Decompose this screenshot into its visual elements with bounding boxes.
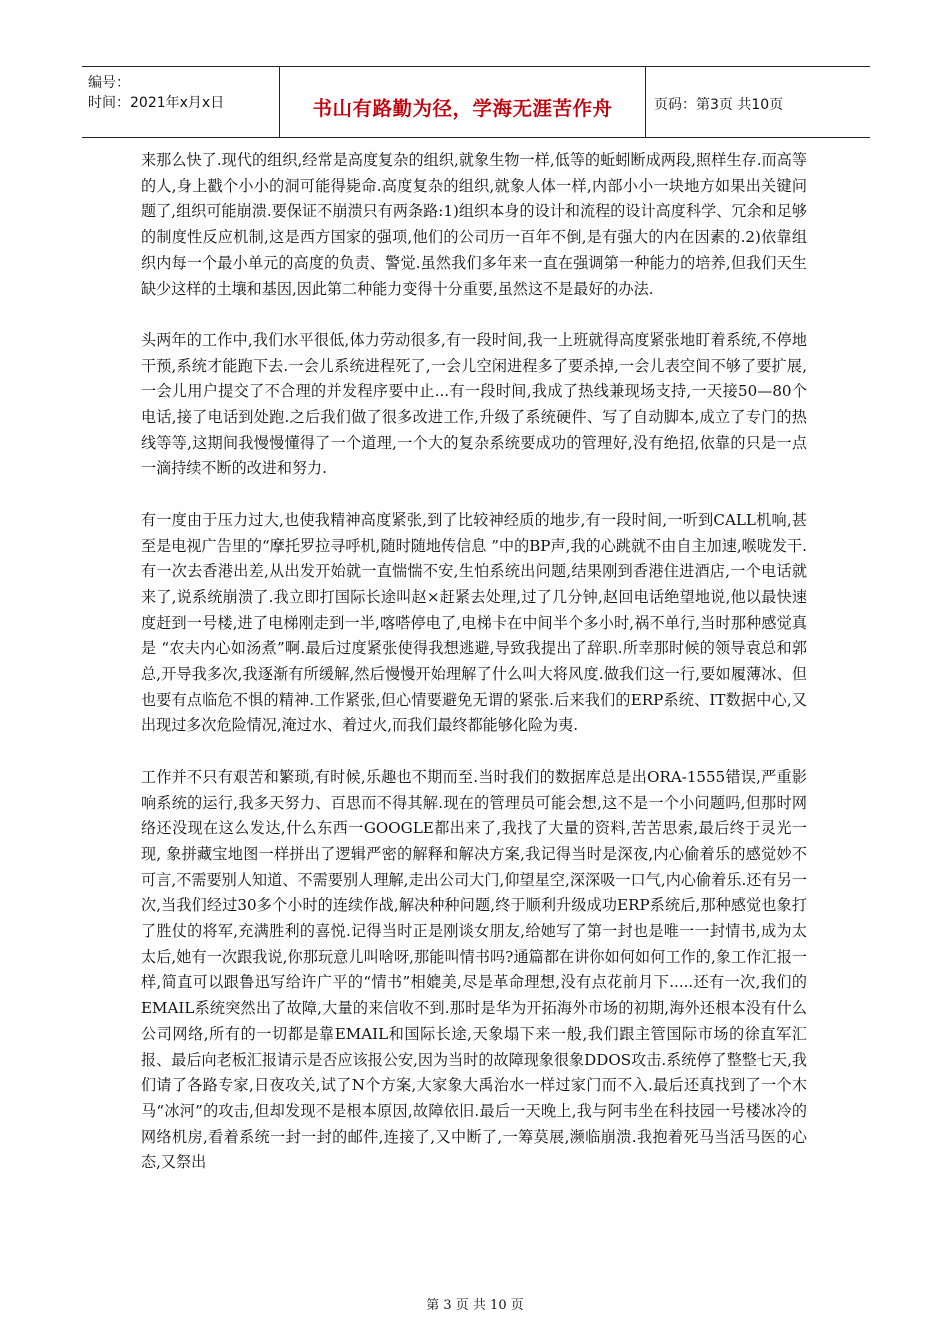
header-motto-cell (280, 67, 646, 137)
header-meta (82, 67, 280, 137)
page-header (82, 66, 870, 138)
document-body (141, 148, 807, 1176)
header-page-number: 页码：第3页 共10页 (654, 97, 784, 113)
header-motto: 书山有路勤为径，学海无涯苦作舟 (312, 97, 613, 120)
document-date-label: 时间：2021年x月x日 (88, 95, 225, 111)
footer-page-number: 第 3 页 共 10 页 (426, 1298, 524, 1313)
body-paragraph: 工作并不只有艰苦和繁琐,有时候,乐趣也不期而至.当时我们的数据库总是出ORA-1555错误,严重影响系统的运行,我多天努力、百思而不得其解.现在的管理员可能会想,这不是一个小问题吗,但那时网络还没现在这么发达,什么东西一GOOGLE都出来了,我找了大量的资料,苦苦思索,最后终于灵光一现, 象拼藏宝地图一样拼出了逻辑严密的解释和解决方案,我记得当时是深夜,内心偷着乐的感觉妙不可言,不需要别人知道、不需要别人理解,走出公司大门,仰望星空,深深吸一口气,内心偷着乐.还有另一次,当我们经过30多个小时的连续作战,解决种种问题,终于顺利升级成功ERP系统后,那种感觉也象打了胜仗的将军,充满胜利的喜悦.记得当时正是刚谈女朋友,给她写了第一封也是唯一一封情书,成为太太后,她有一次跟我说,你那玩意儿叫啥呀,那能叫情书吗?通篇都在讲你如何如何工作的,象工作汇报一样,简直可以跟鲁迅写给许广平的“情书”相媲美,尽是革命理想,没有点花前月下.....还有一次,我们的EMAIL系统突然出了故障,大量的来信收不到.那时是华为开拓海外市场的初期,海外还根本没有什么公司网络,所有的一切都是靠EMAIL和国际长途,天象塌下来一般,我们跟主管国际市场的徐直军汇报、最后向老板汇报请示是否应该报公安,因为当时的故障现象很象DDOS攻击.系统停了整整七天,我们请了各路专家,日夜攻关,试了N个方案,大家象大禹治水一样过家门而不入.最后还真找到了一个木马“冰河”的攻击,但却发现不是根本原因,故障依旧.最后一天晚上,我与阿韦坐在科技园一号楼冰冷的网络机房,看着系统一封一封的邮件,连接了,又中断了,一筹莫展,濒临崩溃.我抱着死马当活马医的心态,又祭出 (141, 767, 807, 1172)
page-footer (0, 1294, 950, 1313)
body-paragraph: 有一度由于压力过大,也使我精神高度紧张,到了比较神经质的地步,有一段时间,一听到CALL机响,甚至是电视广告里的“摩托罗拉寻呼机,随时随地传信息 ”中的BP声,我的心跳就不由自主加速,喉咙发干.有一次去香港出差,从出发开始就一直惴惴不安,生怕系统出问题,结果刚到香港住进酒店,一个电话就来了,说系统崩溃了.我立即打国际长途叫赵×赶紧去处理,过了几分钟,赵回电话绝望地说,他以最快速度赶到一号楼,进了电梯刚走到一半,喀嗒停电了,电梯卡在中间半个多小时,祸不单行,当时那种感觉真是 “农夫内心如汤煮”啊.最后过度紧张使得我想逃避,导致我提出了辞职.所幸那时候的领导袁总和郭总,开导我多次,我逐渐有所缓解,然后慢慢开始理解了什么叫大将风度.做我们这一行,要如履薄冰、但也要有点临危不惧的精神.工作紧张,但心情要避免无谓的紧张.后来我们的ERP系统、IT数据中心,又出现过多次危险情况,淹过水、着过火,而我们最终都能够化险为夷. (141, 510, 807, 735)
body-paragraph: 来那么快了.现代的组织,经常是高度复杂的组织,就象生物一样,低等的蚯蚓断成两段,照样生存.而高等的人,身上戳个小小的洞可能得毙命.高度复杂的组织,就象人体一样,内部小小一块地方如果出关键问题了,组织可能崩溃.要保证不崩溃只有两条路:1)组织本身的设计和流程的设计高度科学、冗余和足够的制度性反应机制,这是西方国家的强项,他们的公司历一百年不倒,是有强大的内在因素的.2)依靠组织内每一个最小单元的高度的负责、警觉.虽然我们多年来一直在强调第一种能力的培养,但我们天生缺少这样的土壤和基因,因此第二种能力变得十分重要,虽然这不是最好的办法. (141, 151, 807, 298)
header-page-cell (646, 67, 870, 137)
document-number-label: 编号： (88, 75, 130, 91)
body-paragraph: 头两年的工作中,我们水平很低,体力劳动很多,有一段时间,我一上班就得高度紧张地盯着系统,不停地干预,系统才能跑下去.一会儿系统进程死了,一会儿空闲进程多了要杀掉,一会儿表空间不够了要扩展,一会儿用户提交了不合理的并发程序要中止...有一段时间,我成了热线兼现场支持,一天接50—80个电话,接了电话到处跑.之后我们做了很多改进工作,升级了系统硬件、写了自动脚本,成立了专门的热线等等,这期间我慢慢懂得了一个道理,一个大的复杂系统要成功的管理好,没有绝招,依靠的只是一点一滴持续不断的改进和努力. (141, 330, 807, 478)
